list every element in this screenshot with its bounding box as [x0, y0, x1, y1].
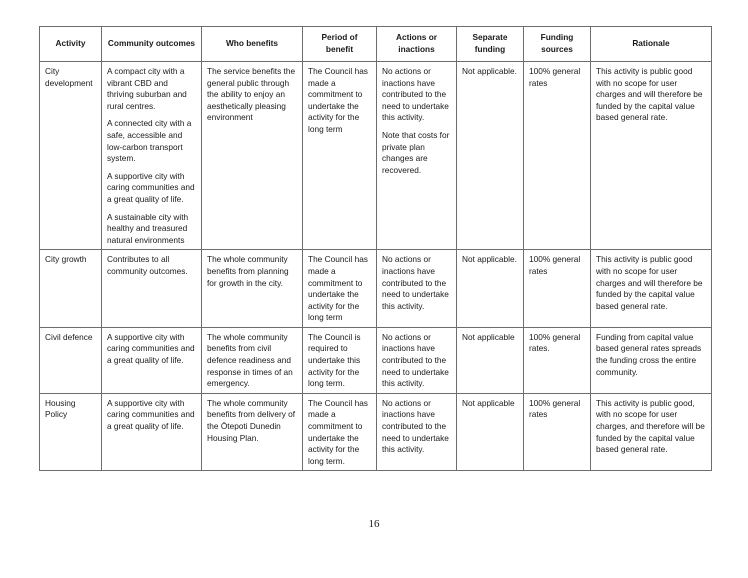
column-header-actions-or-inactions: Actions or inactions	[377, 27, 457, 62]
period-cell: The Council has made a commitment to undertake the activity for the long term	[303, 62, 377, 250]
outcomes-cell	[102, 250, 202, 328]
separate-funding-cell: Not applicable	[457, 393, 524, 471]
who-benefits-cell: The whole community benefits from civil defence readiness and response in times of an emergency.	[202, 327, 303, 393]
funding-sources-cell: 100% general rates	[524, 62, 591, 250]
period-cell: The Council has made a commitment to undertake the activity for the long term	[303, 250, 377, 328]
activity-cell: Housing Policy	[40, 393, 102, 471]
outcome-item: A compact city with a vibrant CBD and thriving suburban and rural centres.	[107, 66, 187, 111]
outcomes-cell	[102, 327, 202, 393]
activity-cell: Civil defence	[40, 327, 102, 393]
separate-funding-cell: Not applicable.	[457, 250, 524, 328]
activity-cell: City development	[40, 62, 102, 250]
column-header-community-outcomes: Community outcomes	[102, 27, 202, 62]
actions-cell	[377, 327, 457, 393]
funding-sources-cell: 100% general rates	[524, 393, 591, 471]
actions-item: No actions or inactions have contributed to the need to undertake this activity.	[382, 66, 449, 123]
column-header-activity: Activity	[40, 27, 102, 62]
column-header-separate-funding: Separate funding	[457, 27, 524, 62]
who-benefits-cell: The service benefits the general public through the ability to enjoy an aesthetically pleasing environment	[202, 62, 303, 250]
column-header-rationale: Rationale	[591, 27, 712, 62]
table-row	[40, 393, 712, 471]
table-header-row	[40, 27, 712, 62]
separate-funding-cell: Not applicable.	[457, 62, 524, 250]
funding-table	[39, 26, 712, 471]
period-cell: The Council is required to undertake this activity for the long term.	[303, 327, 377, 393]
actions-item: Note that costs for private plan changes are recovered.	[382, 129, 450, 175]
outcome-item: A supportive city with caring communities and a great quality of life.	[107, 397, 195, 432]
funding-sources-cell: 100% general rates.	[524, 327, 591, 393]
outcomes-cell	[102, 62, 202, 250]
actions-cell	[377, 250, 457, 328]
actions-item: No actions or inactions have contributed to the need to undertake this activity.	[382, 397, 449, 455]
table-row	[40, 250, 712, 328]
actions-cell	[377, 62, 457, 250]
who-benefits-cell: The whole community benefits from delivery of the Ōtepoti Dunedin Housing Plan.	[202, 393, 303, 471]
activity-cell: City growth	[40, 250, 102, 328]
rationale-cell: Funding from capital value based general rates spreads the funding cross the entire community.	[591, 327, 712, 393]
funding-sources-cell: 100% general rates	[524, 250, 591, 328]
actions-item: No actions or inactions have contributed to the need to undertake this activity.	[382, 331, 449, 389]
period-cell: The Council has made a commitment to undertake the activity for the long term.	[303, 393, 377, 471]
rationale-cell: This activity is public good, with no scope for user charges, and therefore will be funded by the capital value based general rate.	[591, 393, 712, 471]
outcome-item: A connected city with a safe, accessible and low-carbon transport system.	[107, 118, 192, 164]
actions-item: No actions or inactions have contributed to the need to undertake this activity.	[382, 254, 449, 311]
outcome-item: Contributes to all community outcomes.	[107, 254, 188, 276]
outcome-item: A sustainable city with healthy and treasured natural environments	[107, 211, 189, 245]
table-row	[40, 62, 712, 250]
actions-cell	[377, 393, 457, 471]
outcome-item: A supportive city with caring communities and a great quality of life.	[107, 331, 195, 366]
column-header-who-benefits: Who benefits	[202, 27, 303, 62]
column-header-funding-sources: Funding sources	[524, 27, 591, 62]
page-number: 16	[368, 518, 380, 530]
separate-funding-cell: Not applicable	[457, 327, 524, 393]
column-header-period-of-benefit: Period of benefit	[303, 27, 377, 62]
outcomes-cell	[102, 393, 202, 471]
table-row	[40, 327, 712, 393]
rationale-cell: This activity is public good with no scope for user charges and will therefore be funded by the capital value based general rate.	[591, 62, 712, 250]
who-benefits-cell: The whole community benefits from planning for growth in the city.	[202, 250, 303, 328]
rationale-cell: This activity is public good with no scope for user charges and will therefore be funded by the capital value based general rate.	[591, 250, 712, 328]
outcome-item: A supportive city with caring communities and a great quality of life.	[107, 170, 195, 204]
